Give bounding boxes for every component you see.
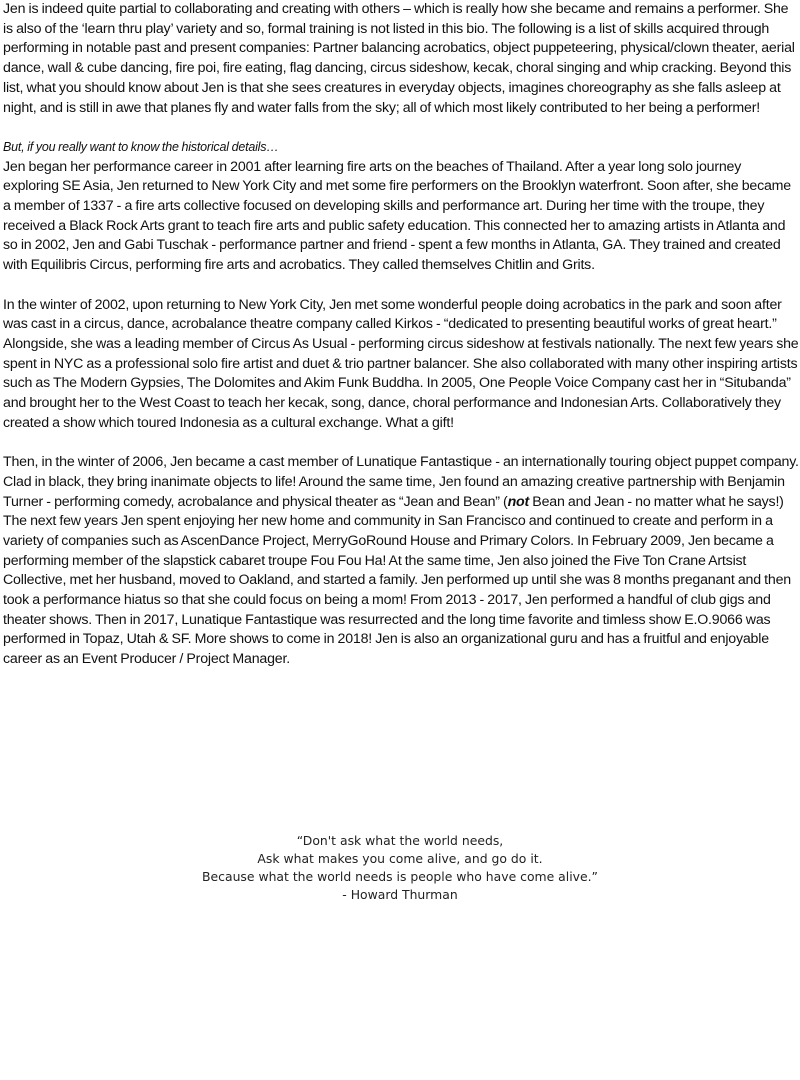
quote-line: Because what the world needs is people who have come alive.” — [202, 869, 598, 885]
bio-intro-paragraph: Jen is indeed quite partial to collaborating and creating with others – which is really how she became and remains a performer. She is also of the ‘learn thru play’ variety and so, formal training is not listed in this bio. The following is a list of skills acquired through performing in notable past and present companies: Partner balancing acrobatics, object puppeteering, physical/clown theater, aerial dance, wall & cube dancing, fire poi, fire eating, flag dancing, circus sideshow, kecak, choral singing and whip cracking. Beyond this list, what you should know about Jen is that she sees creatures in everyday objects, imagines choreography as she falls asleep at night, and is still in awe that planes fly and water falls from the sky; all of which most likely contributed to her being a performer! — [3, 1, 795, 116]
history-paragraph-3-part-a: Then, in the winter of 2006, Jen became a cast member of Lunatique Fantastique - an internationally touring object puppet company. Clad in black, they bring inanimate objects to life! Around the same time, Jen found an amazing creative partnership with Benjamin Turner - performing comedy, acrobalance and physical theater as “Jean and Bean” ( — [3, 454, 799, 510]
paragraph-spacer — [3, 433, 800, 453]
history-paragraph-3-part-b: Bean and Jean - no matter what he says!) The next few years Jen spent enjoying her new home and community in San Francisco and continued to create and perform in a variety of companies such as AscenDance Project, MerryGoRound House and Primary Colors. In February 2009, Jen became a performing member of the slapstick cabaret troupe Fou Fou Ha! At the same time, Jen also joined the Five Ton Crane Artsist Collective, met her husband, moved to Oakland, and started a family. Jen performed up until she was 8 months preganant and then took a performance hiatus so that she could focus on being a mom! From 2013 - 2017, Jen performed a handful of club gigs and theater shows. Then in 2017, Lunatique Fantastique was resurrected and the long time favorite and timless show E.O.9066 was performed in Topaz, Utah & SF. More shows to come in 2018! Jen is also an organizational guru and has a fruitful and enjoyable career as an Event Producer / Project Manager. — [3, 493, 791, 668]
quote-line: Ask what makes you come alive, and go do it. — [257, 851, 543, 867]
quote-attribution: - Howard Thurman — [342, 887, 458, 903]
history-paragraph-2: In the winter of 2002, upon returning to New York City, Jen met some wonderful people doing acrobatics in the park and soon after was cast in a circus, dance, acrobalance theatre company called Kirkos - “dedicated to presenting beautiful works of great heart.” Alongside, she was a leading member of Circus As Usual - performing circus sideshow at festivals nationally. The next few years she spent in NYC as a professional solo fire artist and duet & trio partner balancer. She also collaborated with many other inspiring artists such as The Modern Gypsies, The Dolomites and Akim Funk Buddha. In 2005, One People Voice Company cast her in “Situbanda” and brought her to the West Coast to teach her kecak, song, dance, choral performance and Indonesian Arts. Collaboratively they created a show which toured Indonesia as a cultural exchange. What a gift! — [3, 296, 799, 431]
history-paragraph-3 — [3, 453, 800, 670]
paragraph-spacer — [3, 276, 800, 296]
closing-quote — [0, 832, 800, 904]
history-paragraph-1: Jen began her performance career in 2001 after learning fire arts on the beaches of Thailand. After a year long solo journey exploring SE Asia, Jen returned to New York City and met some fire performers on the Brooklyn waterfront. Soon after, she became a member of 1337 - a fire arts collective focused on developing skills and performance art. During her time with the troupe, they received a Black Rock Arts grant to teach fire arts and public safety education. This connected her to amazing artists in Atlanta and so in 2002, Jen and Gabi Tuschak - performance partner and friend - spent a few months in Atlanta, GA. They trained and created with Equilibris Circus, performing fire arts and acrobatics. They called themselves Chitlin and Grits. — [3, 158, 791, 274]
emphasis-not: not — [507, 493, 530, 510]
bio-section — [3, 0, 800, 670]
quote-line: “Don't ask what the world needs, — [296, 833, 504, 848]
history-lead-in: But, if you really want to know the historical details… — [3, 139, 279, 154]
paragraph-spacer — [3, 118, 800, 138]
